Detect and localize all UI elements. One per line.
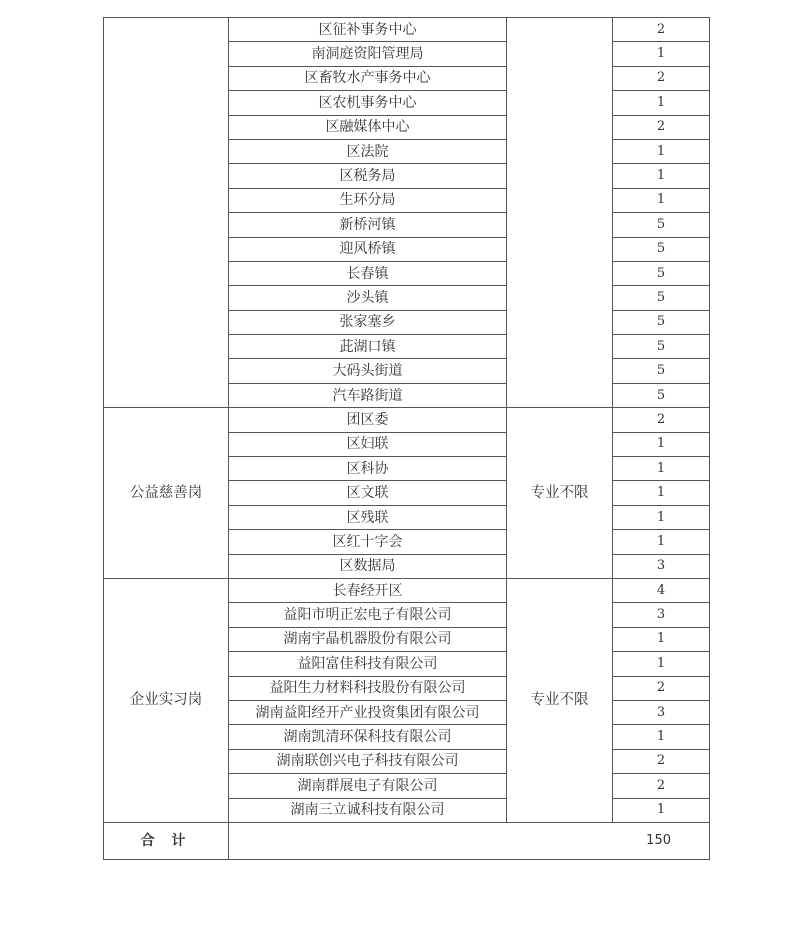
total-value: 150 — [229, 822, 710, 859]
unit-cell: 张家塞乡 — [229, 310, 507, 334]
count-cell: 2 — [613, 749, 710, 773]
count-cell: 3 — [613, 700, 710, 724]
unit-cell: 区畜牧水产事务中心 — [229, 66, 507, 90]
unit-cell: 益阳生力材料科技股份有限公司 — [229, 676, 507, 700]
unit-cell: 益阳富佳科技有限公司 — [229, 652, 507, 676]
count-cell: 2 — [613, 408, 710, 432]
unit-cell: 大码头街道 — [229, 359, 507, 383]
count-cell: 3 — [613, 554, 710, 578]
table-row — [104, 18, 710, 42]
count-cell: 5 — [613, 261, 710, 285]
count-cell: 5 — [613, 237, 710, 261]
count-cell: 1 — [613, 432, 710, 456]
unit-cell: 湖南联创兴电子科技有限公司 — [229, 749, 507, 773]
positions-table-body — [104, 18, 710, 860]
table-row — [104, 578, 710, 602]
unit-cell: 区融媒体中心 — [229, 115, 507, 139]
unit-cell: 区妇联 — [229, 432, 507, 456]
unit-cell: 区数据局 — [229, 554, 507, 578]
unit-cell: 区残联 — [229, 505, 507, 529]
unit-cell: 南洞庭资阳管理局 — [229, 42, 507, 66]
count-cell: 2 — [613, 115, 710, 139]
count-cell: 4 — [613, 578, 710, 602]
unit-cell: 湖南三立诚科技有限公司 — [229, 798, 507, 822]
count-cell: 2 — [613, 676, 710, 700]
unit-cell: 长春镇 — [229, 261, 507, 285]
unit-cell: 新桥河镇 — [229, 213, 507, 237]
count-cell: 1 — [613, 530, 710, 554]
unit-cell: 湖南益阳经开产业投资集团有限公司 — [229, 700, 507, 724]
count-cell: 1 — [613, 188, 710, 212]
count-cell: 5 — [613, 310, 710, 334]
count-cell: 5 — [613, 286, 710, 310]
count-cell: 1 — [613, 798, 710, 822]
count-cell: 1 — [613, 481, 710, 505]
unit-cell: 团区委 — [229, 408, 507, 432]
unit-cell: 长春经开区 — [229, 578, 507, 602]
unit-cell: 迎风桥镇 — [229, 237, 507, 261]
unit-cell: 湖南群展电子有限公司 — [229, 774, 507, 798]
requirement-cell — [507, 18, 613, 408]
count-cell: 1 — [613, 627, 710, 651]
count-cell: 1 — [613, 91, 710, 115]
unit-cell: 区法院 — [229, 139, 507, 163]
unit-cell: 区征补事务中心 — [229, 18, 507, 42]
requirement-cell: 专业不限 — [507, 408, 613, 579]
count-cell: 1 — [613, 457, 710, 481]
unit-cell: 茈湖口镇 — [229, 335, 507, 359]
unit-cell: 生环分局 — [229, 188, 507, 212]
positions-table — [103, 17, 710, 860]
category-cell: 企业实习岗 — [104, 578, 229, 822]
count-cell: 5 — [613, 383, 710, 407]
count-cell: 2 — [613, 18, 710, 42]
count-cell: 5 — [613, 213, 710, 237]
count-cell: 1 — [613, 164, 710, 188]
requirement-cell: 专业不限 — [507, 578, 613, 822]
category-cell: 公益慈善岗 — [104, 408, 229, 579]
unit-cell: 区科协 — [229, 457, 507, 481]
count-cell: 2 — [613, 774, 710, 798]
count-cell: 2 — [613, 66, 710, 90]
count-cell: 1 — [613, 725, 710, 749]
unit-cell: 湖南凯清环保科技有限公司 — [229, 725, 507, 749]
unit-cell: 区文联 — [229, 481, 507, 505]
unit-cell: 区税务局 — [229, 164, 507, 188]
count-cell: 1 — [613, 139, 710, 163]
table-row — [104, 408, 710, 432]
count-cell: 1 — [613, 42, 710, 66]
count-cell: 3 — [613, 603, 710, 627]
unit-cell: 区农机事务中心 — [229, 91, 507, 115]
unit-cell: 沙头镇 — [229, 286, 507, 310]
unit-cell: 湖南宇晶机器股份有限公司 — [229, 627, 507, 651]
unit-cell: 区红十字会 — [229, 530, 507, 554]
category-cell — [104, 18, 229, 408]
count-cell: 5 — [613, 359, 710, 383]
total-row — [104, 822, 710, 859]
count-cell: 1 — [613, 505, 710, 529]
count-cell: 5 — [613, 335, 710, 359]
unit-cell: 益阳市明正宏电子有限公司 — [229, 603, 507, 627]
count-cell: 1 — [613, 652, 710, 676]
unit-cell: 汽车路街道 — [229, 383, 507, 407]
total-label: 合 计 — [104, 822, 229, 859]
